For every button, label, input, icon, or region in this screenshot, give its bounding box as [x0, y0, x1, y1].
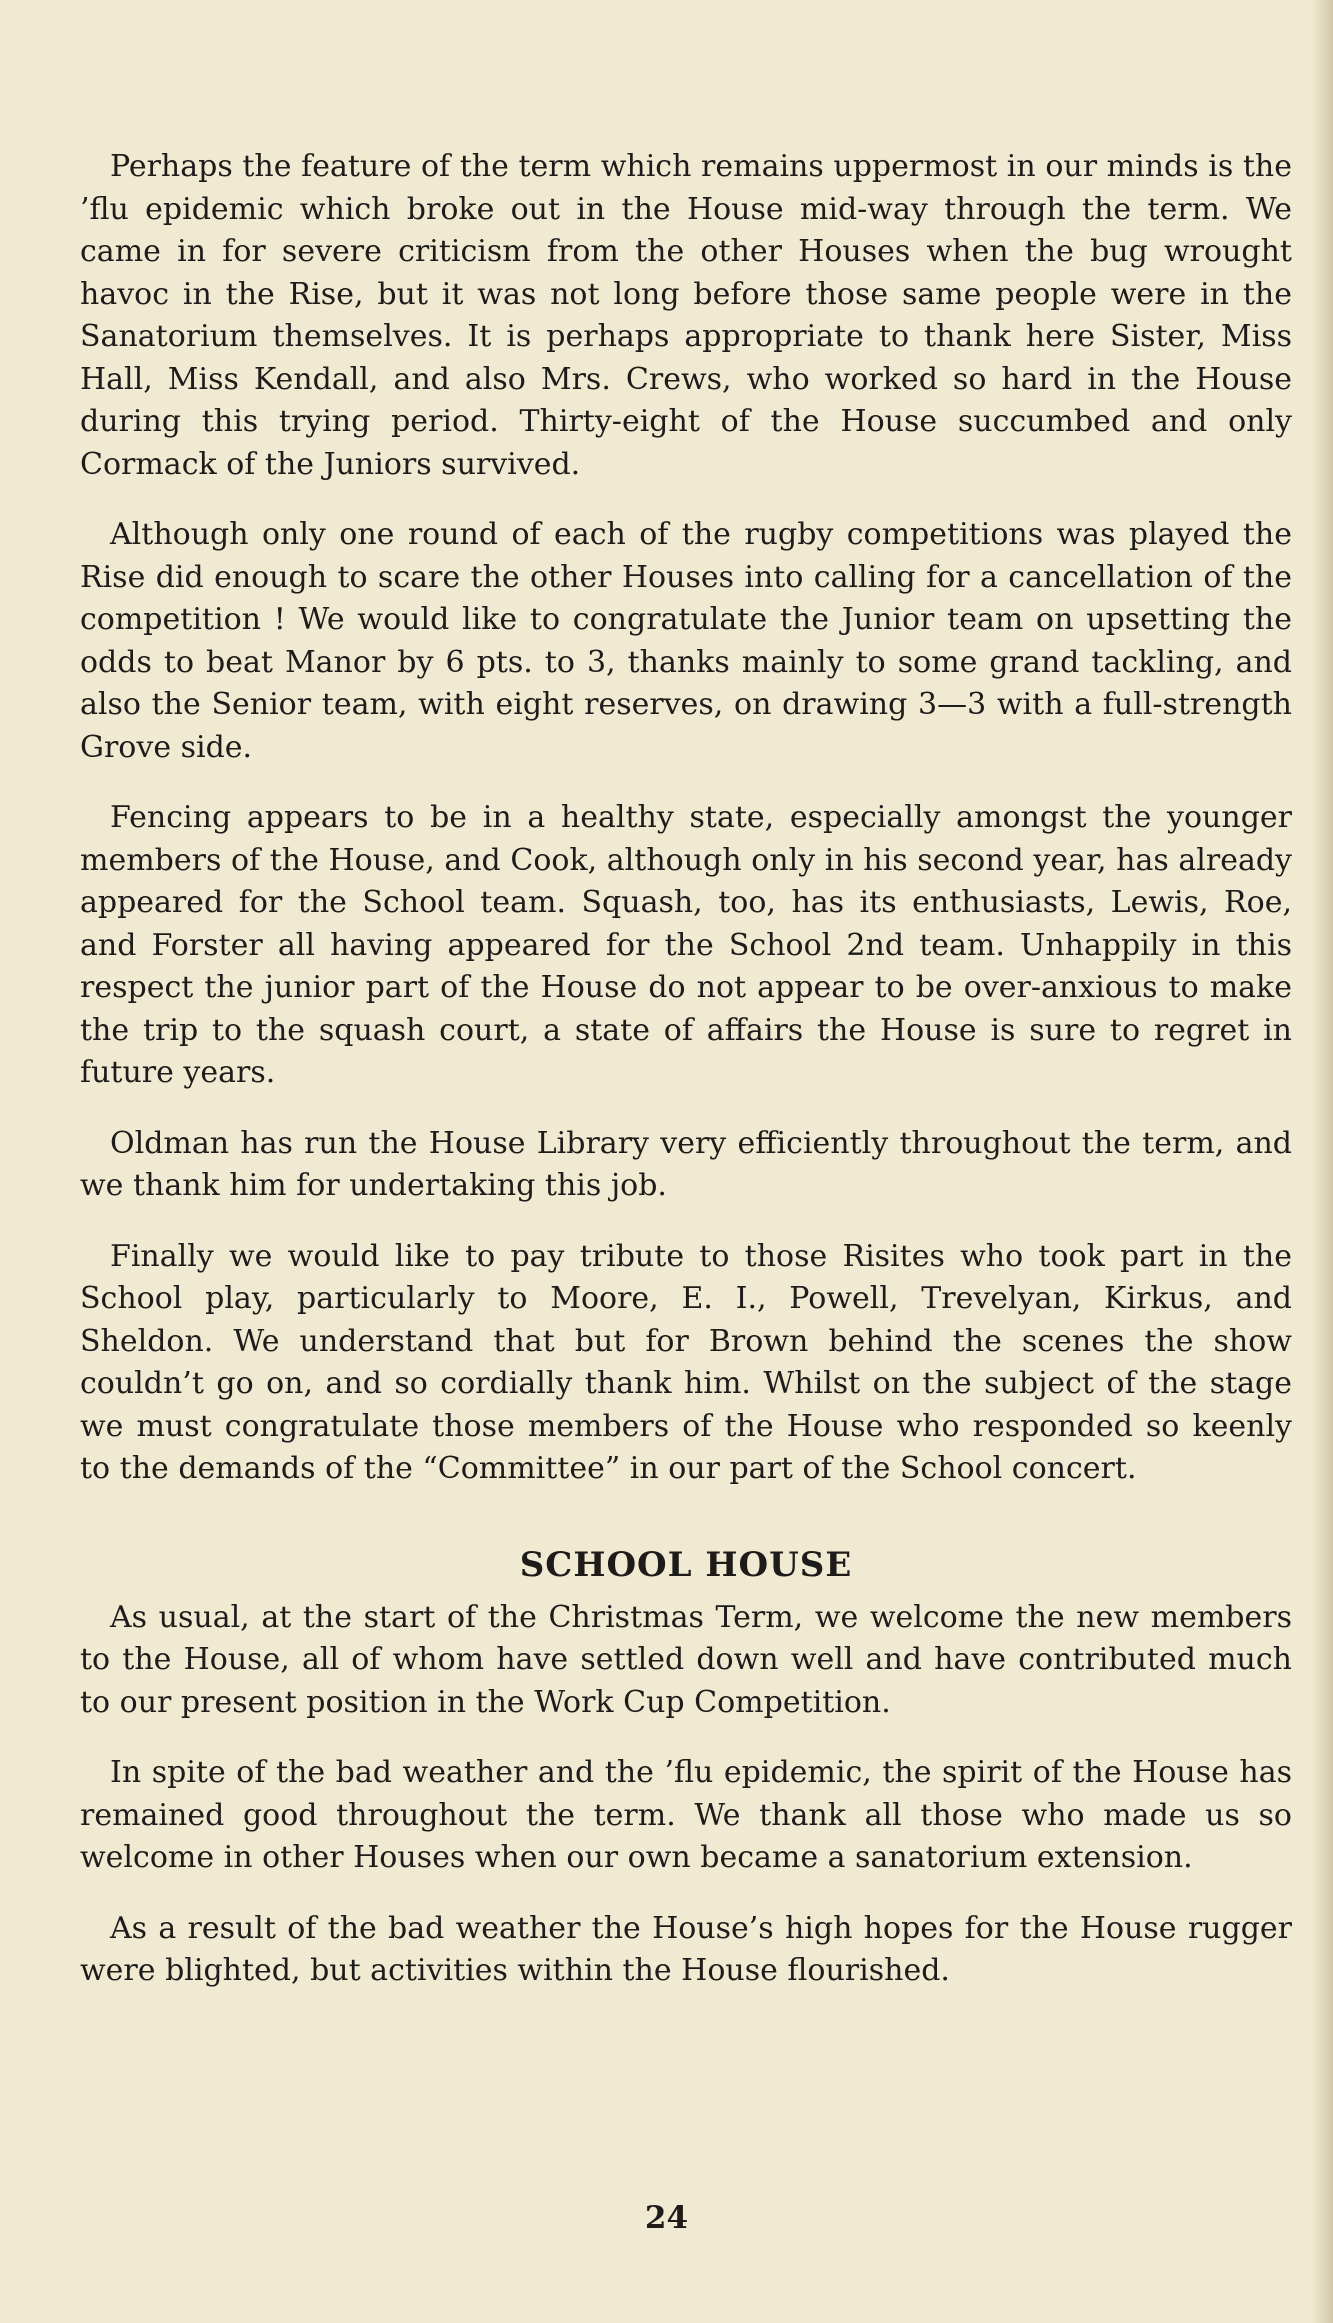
section-heading-school-house: SCHOOL HOUSE [519, 1544, 853, 1585]
paragraph-new-members: As usual, at the start of the Christmas Term, we welcome the new members to the House, all of whom have settled down well and have contributed much to our present position in the Work Cup Competition. [80, 1599, 1292, 1720]
page-number: 24 [644, 2200, 689, 2236]
paragraph-library: Oldman has run the House Library very efficiently throughout the term, and we thank him for undertaking this job. [80, 1125, 1292, 1203]
paragraph-rugby: Although only one round of each of the rugby competitions was played the Rise did enough to scare the other Houses into calling for a cancellation of the competition ! We would like to congratulate the Junior team on upsetting the odds to beat Manor by 6 pts. to 3, thanks mainly to some grand tackling, and also the Senior team, with eight reserves, on drawing 3—3 with a full-strength Grove side. [80, 517, 1292, 765]
paragraph-house-spirit: In spite of the bad weather and the ’flu epidemic, the spirit of the House has remained good throughout the term. We thank all those who made us so welcome in other Houses when our own became a sanatorium extension. [80, 1755, 1292, 1875]
paragraph-flu-epidemic: Perhaps the feature of the term which remains uppermost in our minds is the ’flu epidemic which broke out in the House mid-way through the term. We came in for severe criticism from the other Houses when the bug wrought havoc in the Rise, but it was not long before those same people were in the Sanatorium themselves. It is perhaps appropriate to thank here Sister, Miss Hall, Miss Kendall, and also Mrs. Crews, who worked so hard in the House during this trying period. Thirty-eight of the House succumbed and only Cormack of the Juniors survived. [80, 149, 1292, 482]
paragraph-fencing-squash: Fencing appears to be in a healthy state, especially amongst the younger members of the House, and Cook, although only in his second year, has already appeared for the School team. Squash, too, has its enthusiasts, Lewis, Roe, and Forster all having appeared for the School 2nd team. Unhappily in this respect the junior part of the House do not appear to be over-anxious to make the trip to the squash court, a state of affairs the House is sure to regret in future years. [80, 800, 1292, 1090]
paragraph-school-play: Finally we would like to pay tribute to those Risites who took part in the School play, particularly to Moore, E. I., Powell, Trevelyan, Kirkus, and Sheldon. We understand that but for Brown behind the scenes the show couldn’t go on, and so cordially thank him. Whilst on the subject of the stage we must congratulate those members of the House who responded so keenly to the demands of the “Committee” in our part of the School concert. [80, 1238, 1292, 1486]
paragraph-house-rugger: As a result of the bad weather the House’s high hopes for the House rugger were blighted, but activities within the House flourished. [80, 1910, 1292, 1988]
page-content [80, 146, 1292, 2021]
page-edge-shadow [1311, 0, 1333, 2323]
